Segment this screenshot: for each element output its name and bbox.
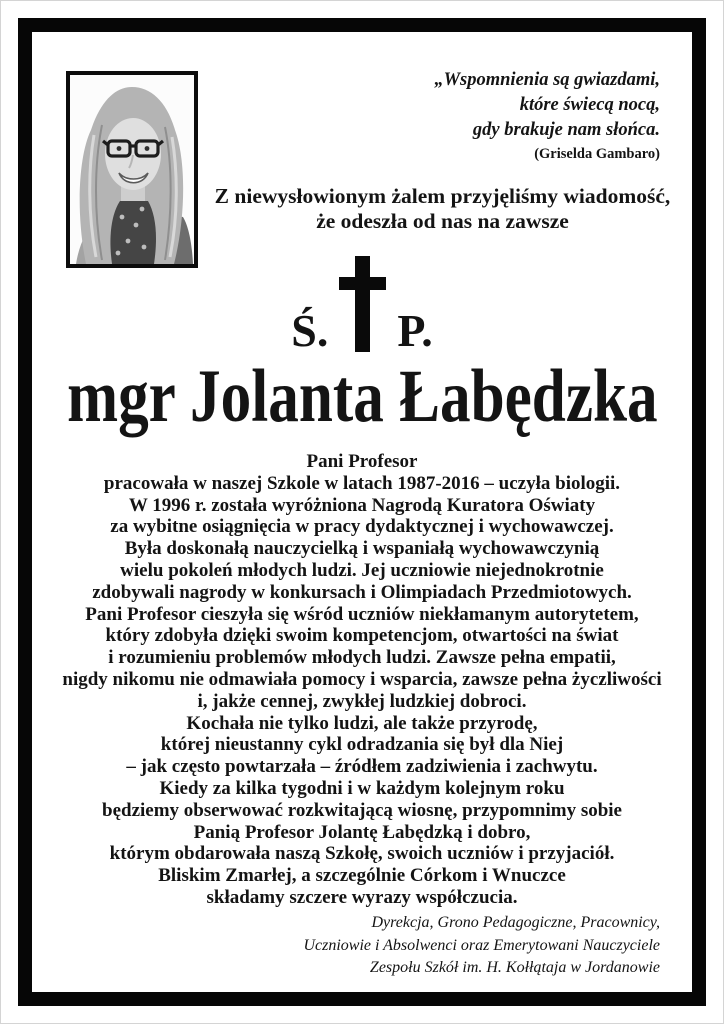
- obituary-text-line: i, jakże cennej, zwykłej ludzkiej dobroci.: [197, 690, 527, 712]
- cross-icon: [355, 256, 370, 352]
- obituary-text-line: – jak często powtarzała – źródłem zadziwienia i zachwytu.: [126, 756, 598, 778]
- sp-left-letter: Ś.: [291, 305, 329, 356]
- obituary-text-line: zdobywali nagrody w konkursach i Olimpiadach Przedmiotowych.: [92, 581, 632, 603]
- obituary-text-line: pracowała w naszej Szkole w latach 1987-2016 – uczyła biologii.: [103, 472, 621, 494]
- quote-attribution: (Griselda Gambaro): [534, 146, 660, 162]
- obituary-text-line: Panią Profesor Jolantę Łabędzką i dobro,: [193, 821, 531, 843]
- announcement: [210, 184, 675, 234]
- announcement-line: Z niewysłowionym żalem przyjęliśmy wiadomość,: [214, 184, 671, 208]
- obituary-text-line: i rozumieniu problemów młodych ludzi. Zawsze pełna empatii,: [108, 647, 616, 669]
- obituary-text-line: której nieustanny cykl odradzania się był dla Niej: [160, 734, 564, 756]
- obituary-text-line: który zdobyła dzięki swoim kompetencjom, otwartości na świat: [105, 625, 619, 647]
- quote-line: gdy brakuje nam słońca.: [472, 120, 660, 140]
- quote-block: [434, 68, 660, 165]
- obituary-text-line: Bliskim Zmarłej, a szczególnie Córkom i Wnuczce: [158, 865, 566, 887]
- obituary-text-line: W 1996 r. została wyróżniona Nagrodą Kuratora Oświaty: [128, 494, 596, 516]
- obituary-text-line: Kochała nie tylko ludzi, ale także przyrodę,: [186, 712, 538, 734]
- obituary-text-line: za wybitne osiągnięcia w pracy dydaktycznej i wychowawczej.: [110, 516, 614, 538]
- obituary-text-line: nigdy nikomu nie odmawiała pomocy i wsparcia, zawsze pełna życzliwości: [62, 668, 662, 690]
- signature-line: Dyrekcja, Grono Pedagogiczne, Pracownicy,: [371, 914, 660, 931]
- portrait-photo-image: [70, 75, 194, 264]
- obituary-text: [33, 451, 691, 909]
- quote-line: które świecą nocą,: [519, 95, 660, 115]
- signature-line: Uczniowie i Absolwenci oraz Emerytowani Nauczyciele: [303, 936, 660, 954]
- obituary-text-line: składamy szczere wyrazy współczucia.: [206, 886, 518, 908]
- obituary-text-line: Pani Profesor: [306, 451, 418, 472]
- signature-block: [303, 912, 660, 980]
- obituary-text-line: Pani Profesor cieszyła się wśród uczniów niekłamanym autorytetem,: [85, 603, 639, 625]
- obituary-text-line: będziemy obserwować rozkwitającą wiosnę, przypomnimy sobie: [102, 799, 622, 821]
- obituary-text-line: którym obdarowała naszą Szkołę, swoich uczniów i przyjaciół.: [109, 843, 615, 865]
- portrait-photo: [66, 71, 198, 268]
- obituary-text-line: Kiedy za kilka tygodni i w każdym kolejnym roku: [159, 777, 565, 799]
- obituary-text-line: Była doskonałą nauczycielką i wspaniałą wychowawczynią: [124, 538, 600, 560]
- obituary-text-line: wielu pokoleń młodych ludzi. Jej uczniowie niejednokrotnie: [120, 559, 604, 581]
- sp-right-letter: P.: [397, 305, 433, 356]
- deceased-name-text: mgr Jolanta Łabędzka: [66, 354, 658, 438]
- quote-line: „Wspomnienia są gwiazdami,: [434, 70, 660, 90]
- signature-line: Zespołu Szkół im. H. Kołłątaja w Jordanowie: [369, 959, 660, 976]
- deceased-name: [0, 356, 724, 436]
- announcement-line: że odeszła od nas na zawsze: [316, 209, 569, 233]
- memorial-abbreviation: [0, 256, 724, 356]
